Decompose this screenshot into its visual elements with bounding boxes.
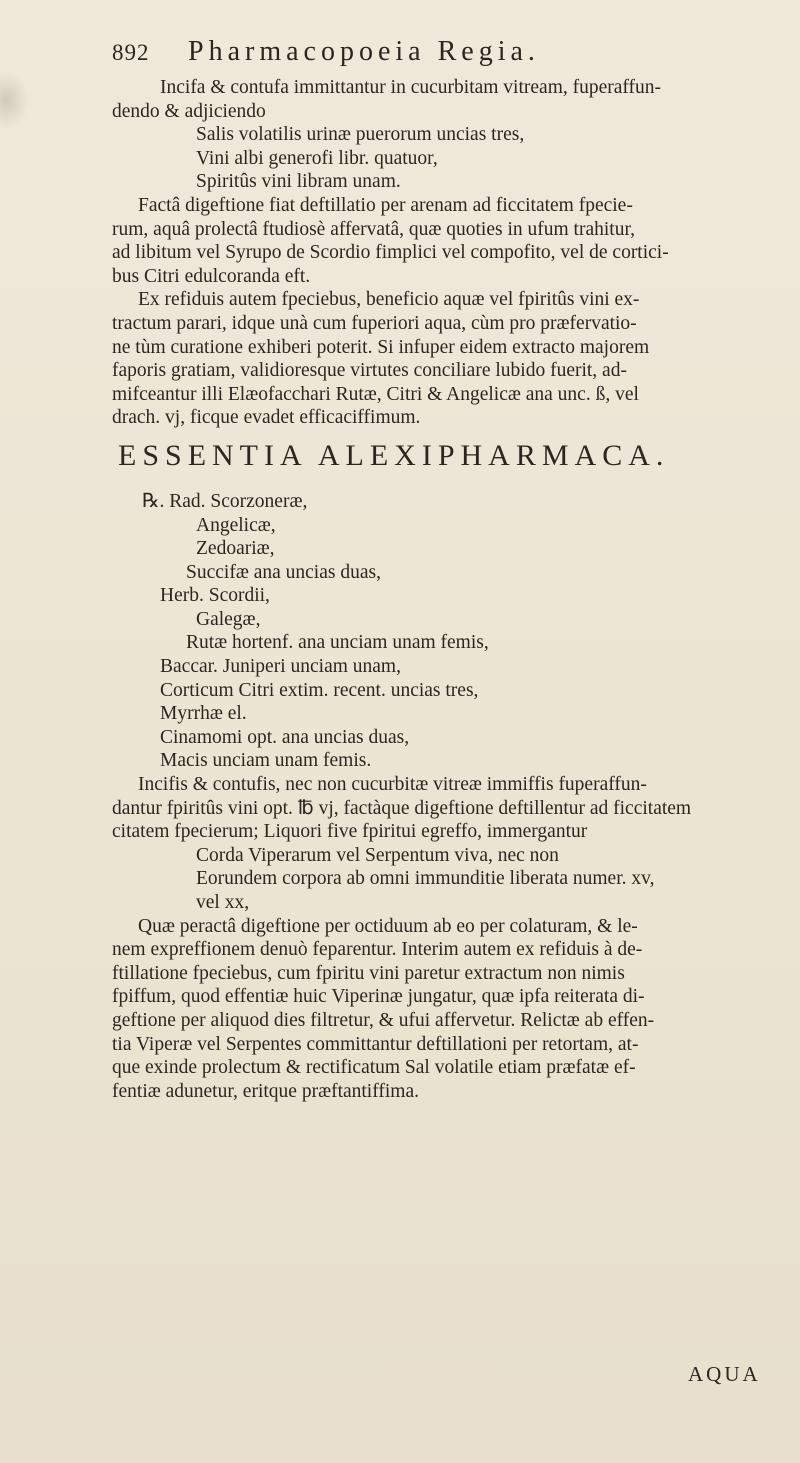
paragraph-block-b: [112, 773, 770, 1103]
text-line: ne tùm curatione exhiberi poterit. Si infuper eidem extracto majorem: [112, 336, 650, 358]
recipe-line: Galegæ,: [196, 608, 261, 630]
text-line: que exinde prolectum & rectificatum Sal volatile etiam præfatæ ef-: [112, 1057, 636, 1079]
recipe-line: ℞. Rad. Scorzoneræ,: [142, 490, 308, 512]
text-line: Factâ digeftione fiat deftillatio per arenam ad ficcitatem fpecie-: [138, 194, 633, 216]
text-line: tia Viperæ vel Serpentes committantur deftillationi per retortam, at-: [112, 1033, 639, 1055]
page-stain: [0, 70, 30, 130]
text-line: fentiæ adunetur, eritque præftantiffima.: [112, 1080, 419, 1102]
text-line: tractum parari, idque unà cum fuperiori aqua, cùm pro præfervatio-: [112, 312, 637, 334]
text-line: rum, aquâ prolectâ ftudiosè affervatâ, quæ quoties in ufum trahitur,: [112, 218, 636, 240]
text-line: Eorundem corpora ab omni immunditie liberata numer. xv,: [196, 868, 655, 890]
text-line: vel xx,: [196, 892, 250, 913]
recipe-line: Baccar. Juniperi unciam unam,: [160, 656, 401, 678]
text-line: ad libitum vel Syrupo de Scordio fimplici vel compofito, vel de cortici-: [112, 242, 669, 264]
text-line: mifceantur illi Elæofacchari Rutæ, Citri & Angelicæ ana unc. ß, vel: [112, 383, 639, 405]
page-number: 892: [112, 40, 150, 65]
recipe-line: Angelicæ,: [196, 514, 276, 536]
text-line: Corda Viperarum vel Serpentum viva, nec non: [196, 844, 559, 866]
text-line: nem expreffionem denuò feparentur. Interim autem ex refiduis à de-: [112, 939, 643, 961]
text-line: Spiritûs vini libram unam.: [196, 171, 401, 193]
recipe-line: Corticum Citri extim. recent. uncias tres,: [160, 679, 479, 701]
text-line: drach. vj, ficque evadet efficaciffimum.: [112, 407, 421, 429]
recipe-line: Succifæ ana uncias duas,: [186, 561, 381, 583]
recipe-line: Cinamomi opt. ana uncias duas,: [160, 726, 410, 748]
section-heading: ESSENTIA ALEXIPHARMACA.: [118, 438, 670, 472]
text-line: Ex refiduis autem fpeciebus, beneficio aquæ vel fpiritûs vini ex-: [138, 289, 640, 311]
running-title: Pharmacopoeia Regia.: [188, 36, 540, 67]
text-line: dantur fpiritûs vini opt. ℔ vj, factàque digeftione deftillentur ad ficcitatem: [112, 797, 692, 819]
recipe-block: [112, 490, 770, 773]
text-line: ftillatione fpeciebus, cum fpiritu vini paretur extractum non nimis: [112, 962, 625, 984]
text-line: geftione per aliquod dies filtretur, & ufui affervetur. Relictæ ab effen-: [112, 1009, 655, 1031]
text-line: Incifa & contufa immittantur in cucurbitam vitream, fuperaffun-: [160, 77, 662, 98]
text-line: faporis gratiam, validioresque virtutes conciliare lubido fuerit, ad-: [112, 360, 627, 382]
recipe-line: Rutæ hortenf. ana unciam unam femis,: [186, 632, 489, 654]
text-line: dendo & adjiciendo: [112, 100, 266, 122]
text-line: Salis volatilis urinæ puerorum uncias tres,: [196, 124, 525, 146]
text-line: Quæ peractâ digeftione per octiduum ab eo per colaturam, & le-: [138, 915, 638, 937]
text-line: Incifis & contufis, nec non cucurbitæ vitreæ immiffis fuperaffun-: [138, 774, 647, 796]
catchword: AQUA: [688, 1362, 761, 1386]
text-line: bus Citri edulcoranda eft.: [112, 265, 311, 287]
text-line: citatem fpecierum; Liquori five fpiritui egreffo, immergantur: [112, 821, 588, 843]
paragraph-block-a: [112, 76, 770, 430]
recipe-line: Macis unciam unam femis.: [160, 750, 372, 772]
recipe-line: Myrrhæ el.: [160, 703, 247, 725]
recipe-line: Zedoariæ,: [196, 538, 275, 560]
page-text: [112, 76, 770, 1103]
recipe-line: Herb. Scordii,: [160, 585, 270, 607]
text-line: fpiffum, quod effentiæ huic Viperinæ jungatur, quæ ipfa reiterata di-: [112, 986, 645, 1008]
text-line: Vini albi generofi libr. quatuor,: [196, 147, 438, 169]
running-header: [112, 36, 770, 76]
